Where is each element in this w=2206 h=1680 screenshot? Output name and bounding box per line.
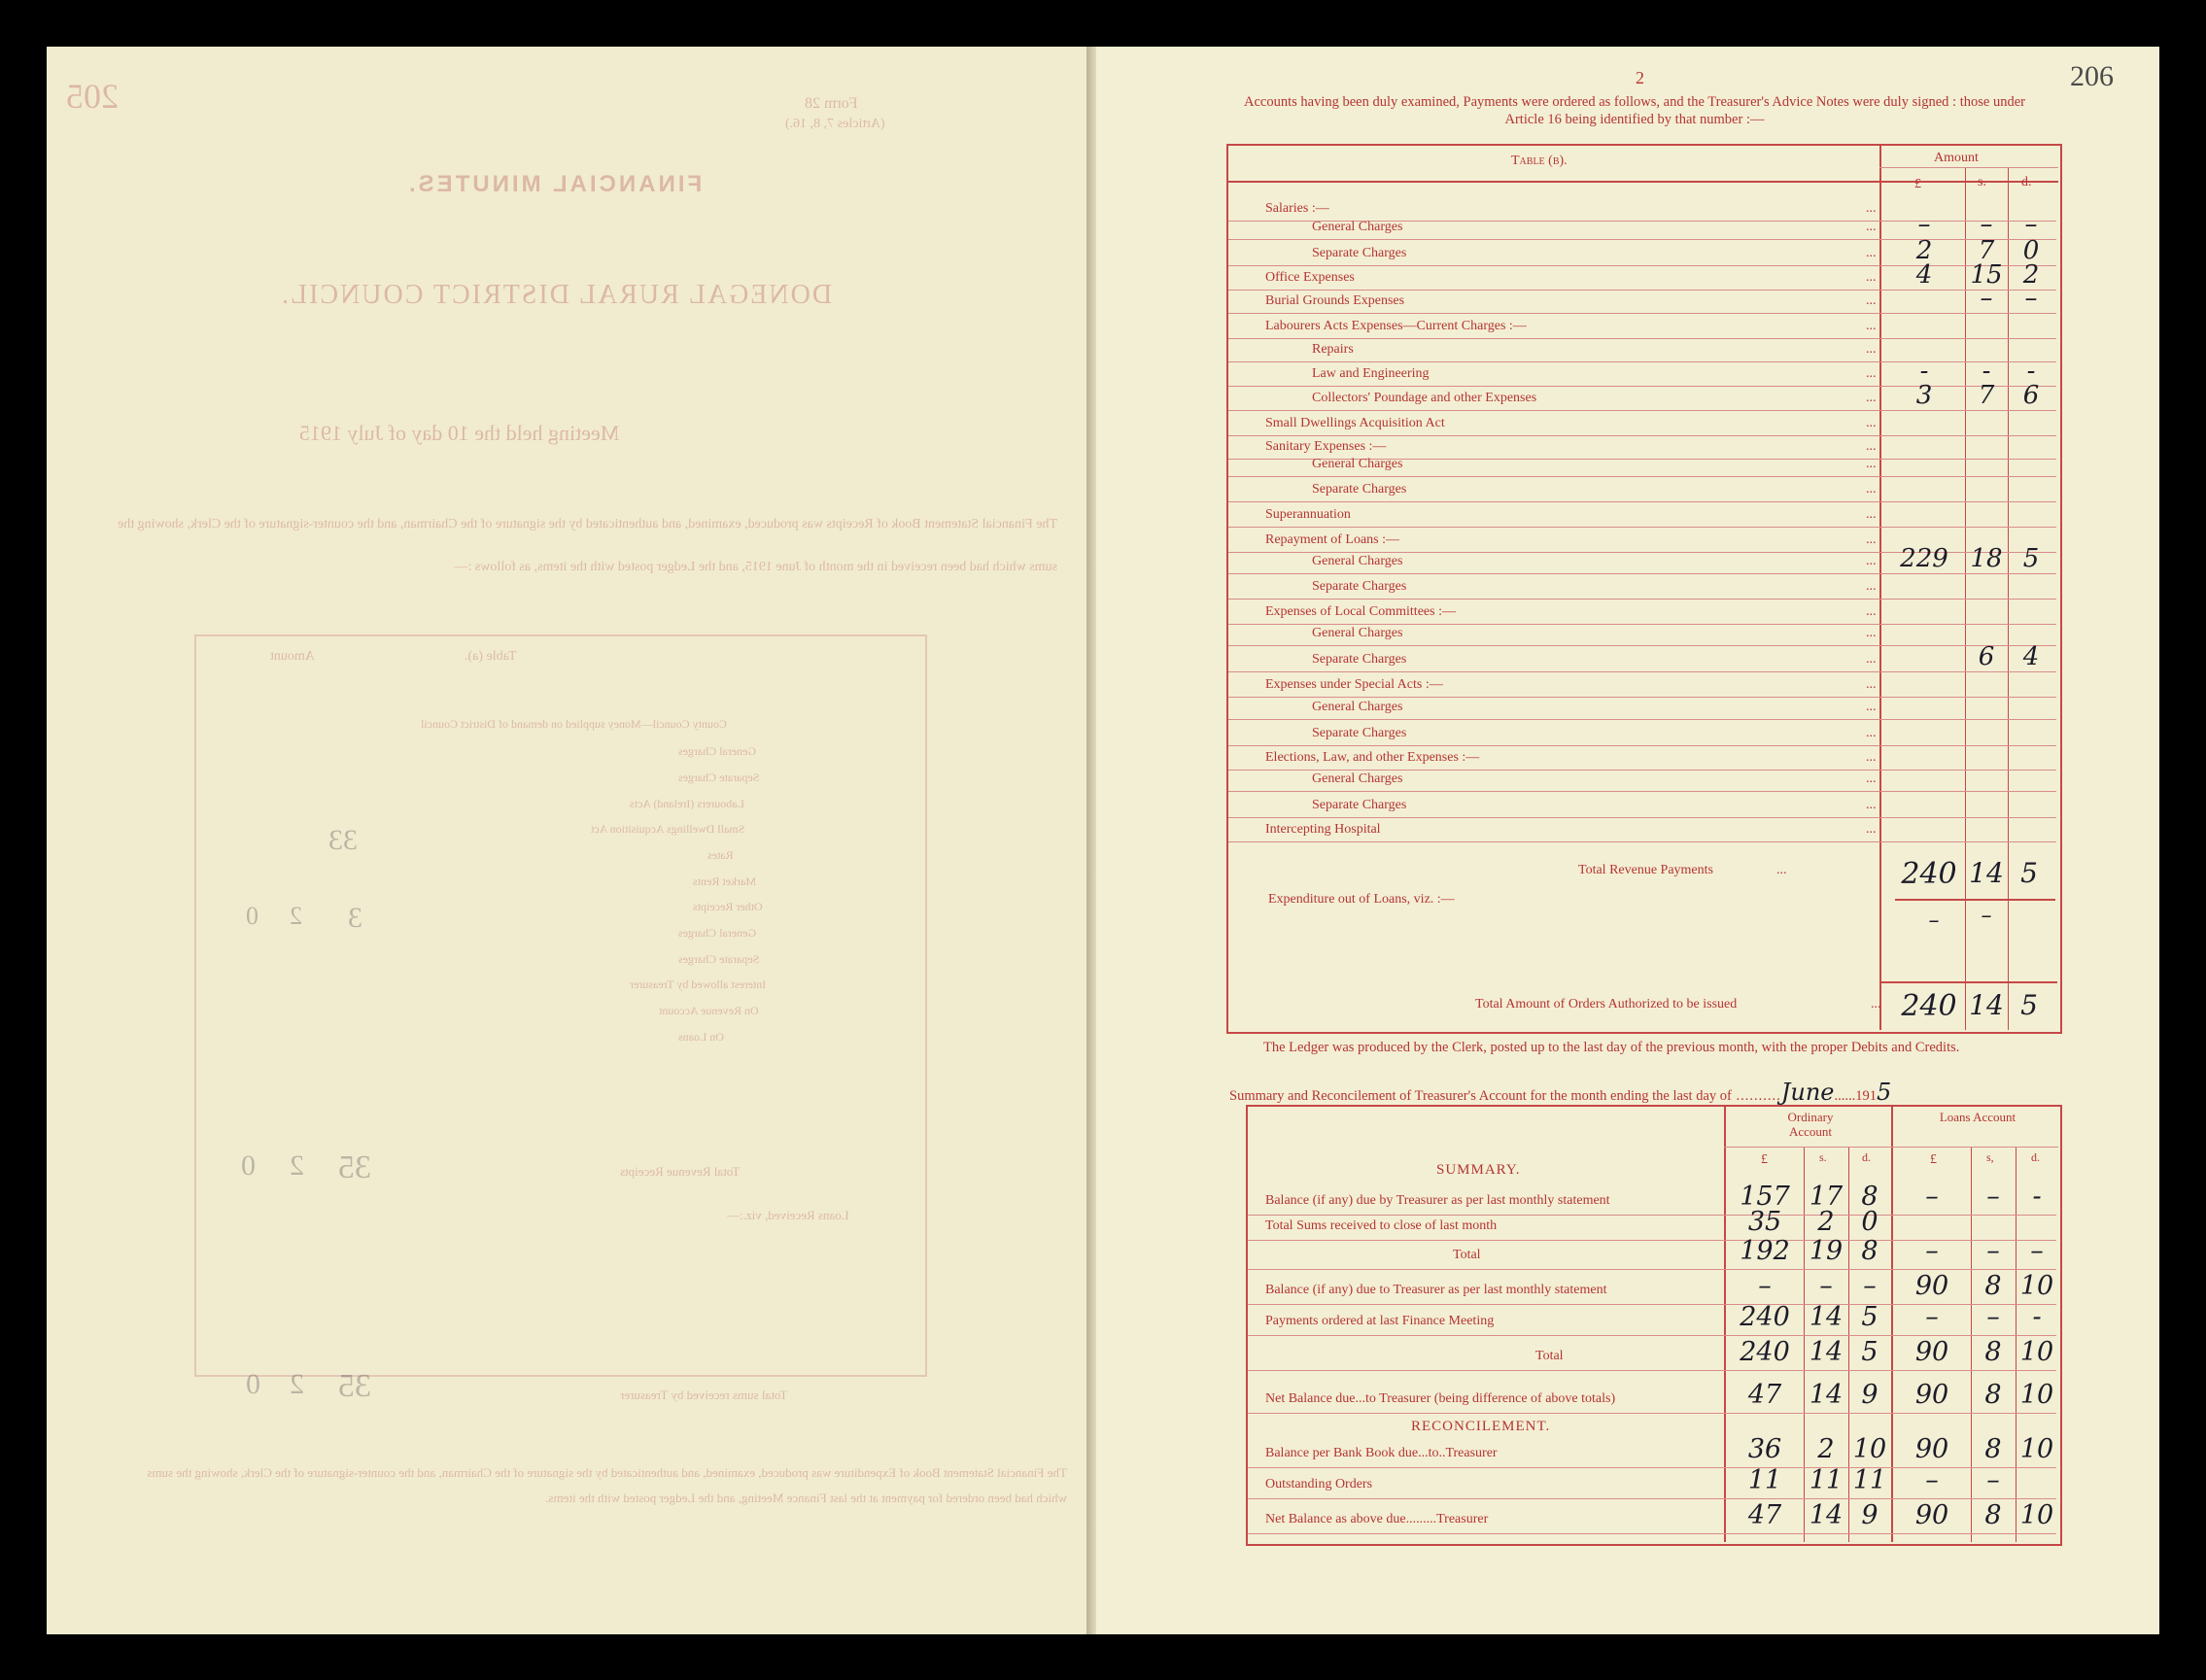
table-b-row-label: Separate Charges [1312, 798, 1407, 812]
summary-amount-ll: – [1925, 1302, 1939, 1332]
dots: ... [1866, 579, 1877, 594]
summary-row-label: Net Balance due...to Treasurer (being difference of above totals) [1265, 1391, 1616, 1406]
table-b-amount-s: – [1980, 210, 1993, 239]
ruling-line [1248, 1413, 2056, 1414]
summary-amount-ll: – [1925, 1236, 1939, 1266]
table-b-row-label: Salaries :— [1265, 201, 1329, 216]
table-b-row-label: Separate Charges [1312, 726, 1407, 740]
reconcilement-heading: RECONCILEMENT. [1411, 1419, 1551, 1434]
left-receipt-line: General Charges [678, 926, 757, 940]
summary-row-label: Total [1453, 1248, 1481, 1262]
table-b-amount-d: 5 [2022, 544, 2040, 573]
summary-amount-ls: 8 [1984, 1500, 2002, 1530]
table-b-row-label: Sanitary Expenses :— [1265, 439, 1387, 454]
table-b-row-label: Collectors' Poundage and other Expenses [1312, 391, 1537, 405]
summary-row-label: Balance (if any) due to Treasurer as per last monthly statement [1265, 1283, 1607, 1297]
dots: ... [1866, 626, 1877, 640]
summary-amount-ol: 240 [1740, 1337, 1790, 1367]
summary-amount-ld: 10 [2019, 1271, 2054, 1301]
summary-amount-ls: 8 [1984, 1434, 2002, 1464]
ruling-line [1228, 791, 2056, 792]
dots: ... [1866, 677, 1877, 692]
summary-amount-os: – [1819, 1271, 1833, 1301]
left-loans-label: Loans Received, viz.:— [727, 1208, 849, 1222]
total-orders-label: Total Amount of Orders Authorized to be issued [1475, 997, 1738, 1011]
table-b-amount-d: 6 [2022, 381, 2040, 410]
left-receipt-line: General Charges [678, 744, 757, 758]
table-b-amount-l: 4 [1915, 260, 1933, 290]
summary-amount-od: – [1863, 1271, 1877, 1301]
ruling-line [1228, 697, 2056, 698]
left-footer: The Financial Statement Book of Expenditure was produced, examined, and authenticated by the signature of the Chairman, and the counter-signature of the Clerk, showing the sums which had been ordered for payment at the last Finance Meeting, and the Ledger posted with the items. [147, 1465, 1067, 1505]
summary-amount-ld: 10 [2019, 1434, 2054, 1464]
left-receipt-line: Separate Charges [678, 771, 760, 784]
dots: ... [1866, 293, 1877, 308]
summary-amount-ls: – [1986, 1236, 2000, 1266]
total-revenue-shillings: 14 [1969, 857, 2004, 889]
left-hand-value: 3 [348, 902, 362, 934]
dots: ... [1866, 700, 1877, 714]
table-b-row-label: Law and Engineering [1312, 366, 1430, 381]
left-receipt-line: Other Receipts [693, 900, 763, 913]
left-receipt-line: On Revenue Account [659, 1004, 759, 1017]
table-b-row-label: Expenses of Local Committees :— [1265, 604, 1456, 619]
ruling-line [1228, 527, 2056, 528]
table-b-row-label: Expenses under Special Acts :— [1265, 677, 1443, 692]
left-form-ref: Form 28 [805, 95, 858, 112]
summary-subrule [1724, 1147, 2058, 1148]
table-b-row-label: Burial Grounds Expenses [1265, 293, 1405, 308]
ruling-line [1248, 1498, 2056, 1499]
total-orders-pounds: 240 [1901, 989, 1957, 1023]
dots: ... [1866, 220, 1877, 234]
table-b-row-label: Separate Charges [1312, 482, 1407, 497]
ruling-line [1228, 501, 2056, 502]
summary-amount-od: 5 [1861, 1302, 1879, 1332]
summary-amount-ld: - [2032, 1302, 2042, 1332]
summary-amount-ll: 90 [1914, 1380, 1949, 1410]
table-b-amount-d: 0 [2022, 236, 2040, 265]
dots: ... [1871, 997, 1881, 1011]
left-table-heading: Table (a). [465, 649, 517, 664]
table-b-amount-s: – [1980, 284, 1993, 313]
ruling-line [1228, 624, 2056, 625]
table-b-row-label: General Charges [1312, 554, 1403, 568]
dots: ... [1866, 507, 1877, 522]
left-total-treasurer: Total sums received by Treasurer [620, 1388, 788, 1402]
summary-row-label: Balance (if any) due by Treasurer as per last monthly statement [1265, 1193, 1610, 1208]
table-b-row-label: General Charges [1312, 771, 1403, 786]
table-b-amount-d: – [2024, 284, 2038, 313]
dots: ...... [1834, 1088, 1856, 1104]
summary-amount-os: 14 [1809, 1302, 1844, 1332]
dots: ... [1866, 201, 1877, 216]
summary-amount-ll: – [1925, 1465, 1939, 1495]
left-form-ref-2: (Articles 7, 8, 16.) [785, 117, 885, 131]
loans-heading: Loans Account [1939, 1110, 2016, 1124]
left-hand-value: 2 [290, 902, 302, 930]
table-b-row-label: Small Dwellings Acquisition Act [1265, 416, 1445, 430]
left-receipt-line: On Loans [678, 1030, 724, 1044]
table-b-amount-l: 3 [1915, 381, 1933, 410]
left-intro: The Financial Statement Book of Receipts was produced, examined, and authenticated by the signature of the Chairman, and the counter-signature of the Clerk, showing the sums which had been received in the month of June 1915, and the Ledger posted with the items, as follows :— [118, 517, 1057, 574]
ruling-line [1228, 770, 2056, 771]
amount-divider [1879, 144, 1881, 1030]
table-b-amount-l: 229 [1900, 544, 1948, 573]
summary-amount-ls: – [1986, 1182, 2000, 1212]
ruling-line [1248, 1269, 2056, 1270]
ruling-line [1248, 1215, 2056, 1216]
ruling-line [1228, 599, 2056, 600]
sheet-number: 2 [1636, 68, 1644, 87]
summary-amount-ol: 36 [1747, 1434, 1782, 1464]
left-page [47, 47, 1098, 1634]
ruling-line [1228, 476, 2056, 477]
summary-amount-ol: – [1758, 1271, 1772, 1301]
ruling-line [1248, 1335, 2056, 1336]
orders-rule [1880, 981, 2057, 983]
ruling-line [1228, 817, 2056, 818]
table-b-row-label: Separate Charges [1312, 579, 1407, 594]
table-b-amount-l: – [1917, 210, 1931, 239]
summary-amount-ol: 240 [1740, 1302, 1790, 1332]
table-b-row-label: General Charges [1312, 626, 1403, 640]
amount-heading: Amount [1934, 151, 1979, 165]
summary-amount-ls: – [1986, 1302, 2000, 1332]
table-b-row-label: Separate Charges [1312, 652, 1407, 667]
left-receipt-line: Interest allowed by Treasurer [630, 977, 767, 991]
left-hand-value: 35 [338, 1149, 371, 1185]
left-receipt-line: Small Dwellings Acquisition Act [591, 822, 745, 836]
ord-col-pounds: £ [1761, 1152, 1768, 1167]
summary-amount-ol: 35 [1747, 1207, 1782, 1237]
table-b-row-label: General Charges [1312, 700, 1403, 714]
col-pence: d. [2021, 175, 2032, 189]
left-amount-heading: Amount [270, 649, 315, 664]
table-b-amount-l: 2 [1915, 236, 1933, 265]
left-receipt-line: County Council—Money supplied on demand of District Council [421, 717, 727, 731]
loan-col-pence: d. [2031, 1150, 2040, 1164]
ruling-line [1228, 719, 2056, 720]
ruling-line [1228, 410, 2056, 411]
table-b-heading: Table (b). [1511, 154, 1568, 168]
ordinary-heading: Ordinary Account [1787, 1110, 1834, 1139]
summary-row-label: Payments ordered at last Finance Meeting [1265, 1314, 1495, 1328]
dots: ... [1866, 342, 1877, 357]
expenditure-loans-shillings: – [1981, 904, 1992, 928]
summary-amount-od: 8 [1861, 1182, 1879, 1212]
dots: ... [1866, 771, 1877, 786]
table-b-amount-s: - [1982, 357, 1991, 386]
summary-amount-ls: 8 [1984, 1380, 2002, 1410]
table-b-row-label: Separate Charges [1312, 246, 1407, 260]
right-page-number: 206 [2070, 60, 2114, 92]
summary-amount-os: 17 [1809, 1182, 1844, 1212]
col-shillings: s. [1978, 175, 1986, 189]
summary-line-prefix: Summary and Reconcilement of Treasurer's Account for the month ending the last day of [1229, 1088, 1732, 1104]
amount-subrule [1879, 167, 2058, 168]
ruling-line [1228, 290, 2056, 291]
summary-year-printed: 191 [1855, 1088, 1877, 1104]
summary-amount-ll: 90 [1914, 1434, 1949, 1464]
dots: ... [1866, 416, 1877, 430]
table-b-row-label: Labourers Acts Expenses—Current Charges :— [1265, 319, 1527, 333]
summary-row-label: Net Balance as above due.........Treasurer [1265, 1512, 1489, 1526]
dots: ... [1866, 482, 1877, 497]
summary-amount-ll: 90 [1914, 1337, 1949, 1367]
summary-amount-od: 9 [1861, 1380, 1879, 1410]
loan-col-shillings: s, [1986, 1150, 1994, 1164]
left-meeting-line: Meeting held the 10 day of July 1915 [299, 421, 620, 445]
total-revenue-pence: 5 [2020, 857, 2038, 889]
table-b-row-label: Intercepting Hospital [1265, 822, 1381, 837]
dots: ... [1866, 457, 1877, 471]
summary-amount-os: 2 [1817, 1434, 1835, 1464]
summary-amount-os: 19 [1809, 1236, 1844, 1266]
summary-amount-os: 14 [1809, 1500, 1844, 1530]
table-b-row-label: General Charges [1312, 457, 1403, 471]
left-hand-value: 0 [246, 902, 259, 930]
loan-col-pounds: £ [1930, 1152, 1937, 1167]
summary-amount-ol: 157 [1740, 1182, 1790, 1212]
accounts-header-text: Accounts having been duly examined, Payments were ordered as follows, and the Treasurer's Advice Notes were duly signed : those under Article 16 being identified by that number :— [1244, 94, 2025, 128]
ord-col-pence: d. [1862, 1150, 1871, 1164]
dots: ... [1866, 246, 1877, 260]
summary-amount-os: 11 [1809, 1465, 1844, 1495]
dots: ... [1866, 532, 1877, 547]
dots: ... [1866, 391, 1877, 405]
summary-year-hand: 5 [1876, 1079, 1892, 1106]
left-receipts-table [194, 634, 927, 1377]
summary-amount-ld: 10 [2019, 1337, 2054, 1367]
dots: ... [1866, 554, 1877, 568]
summary-amount-ol: 11 [1747, 1465, 1782, 1495]
dots: ... [1866, 750, 1877, 765]
ruling-line [1228, 435, 2056, 436]
table-b-amount-s: 7 [1978, 236, 1995, 265]
table-b-amount-s: 7 [1978, 381, 1995, 410]
ruling-line [1228, 671, 2056, 672]
header-rule [1226, 181, 2058, 183]
dots: ... [1776, 863, 1787, 877]
summary-amount-ll: 90 [1914, 1271, 1949, 1301]
summary-amount-ol: 47 [1747, 1380, 1782, 1410]
summary-amount-ll: 90 [1914, 1500, 1949, 1530]
total-orders-pence: 5 [2020, 989, 2038, 1021]
summary-amount-od: 10 [1852, 1434, 1887, 1464]
table-b-row-label: General Charges [1312, 220, 1403, 234]
summary-row-label: Outstanding Orders [1265, 1477, 1373, 1491]
summary-amount-od: 9 [1861, 1500, 1879, 1530]
left-page-number: 205 [66, 77, 119, 116]
left-council: DONEGAL RURAL DISTRICT COUNCIL. [280, 280, 833, 310]
summary-amount-ld: 10 [2019, 1380, 2054, 1410]
dots: ... [1866, 319, 1877, 333]
summary-amount-ol: 47 [1747, 1500, 1782, 1530]
left-receipt-line: Rates [707, 848, 734, 862]
left-total-label: Total Revenue Receipts [620, 1164, 741, 1179]
dots: ... [1866, 798, 1877, 812]
summary-amount-od: 0 [1861, 1207, 1879, 1237]
ruling-line [1228, 313, 2056, 314]
summary-amount-ld: 10 [2019, 1500, 2054, 1530]
summary-amount-ld: - [2032, 1182, 2042, 1212]
ruling-line [1228, 745, 2056, 746]
summary-amount-os: 14 [1809, 1337, 1844, 1367]
table-b-row-label: Office Expenses [1265, 270, 1355, 285]
dots: ... [1866, 366, 1877, 381]
table-b-row-label: Elections, Law, and other Expenses :— [1265, 750, 1480, 765]
summary-line [1229, 1079, 1891, 1106]
table-b-amount-d: 2 [2022, 260, 2040, 290]
ruling-line [1228, 841, 2056, 842]
dots: ... [1866, 604, 1877, 619]
left-receipt-line: Market Rents [693, 874, 756, 888]
dots: .......... [1731, 1088, 1781, 1104]
summary-amount-ls: 8 [1984, 1271, 2002, 1301]
table-b-row-label: Superannuation [1265, 507, 1351, 522]
table-b-amount-l: - [1919, 357, 1929, 386]
summary-amount-od: 8 [1861, 1236, 1879, 1266]
summary-heading: SUMMARY. [1436, 1162, 1521, 1178]
total-orders-shillings: 14 [1969, 989, 2004, 1021]
dots: ... [1866, 439, 1877, 454]
ruling-line [1248, 1370, 2056, 1371]
summary-amount-os: 14 [1809, 1380, 1844, 1410]
dots: ... [1866, 726, 1877, 740]
summary-amount-ll: – [1925, 1182, 1939, 1212]
table-b-amount-d: 4 [2022, 642, 2040, 671]
ledger-text: The Ledger was produced by the Clerk, posted up to the last day of the previous month, with the proper Debits and Credits. [1263, 1040, 1960, 1055]
summary-amount-ol: 192 [1740, 1236, 1790, 1266]
summary-amount-ls: – [1986, 1465, 2000, 1495]
left-title: FINANCIAL MINUTES. [406, 171, 703, 197]
summary-row-label: Balance per Bank Book due...to..Treasurer [1265, 1446, 1498, 1460]
dots: ... [1866, 822, 1877, 837]
left-hand-value: 35 [338, 1368, 371, 1404]
ruling-line [1228, 573, 2056, 574]
table-b-amount-d: - [2026, 357, 2036, 386]
left-hand-value: 2 [290, 1368, 304, 1400]
ruling-line [1228, 338, 2056, 339]
table-b-amount-s: 18 [1970, 544, 2003, 573]
summary-month: June [1780, 1079, 1835, 1106]
total-revenue-rule [1895, 899, 2055, 901]
left-hand-value: 0 [246, 1368, 260, 1400]
total-revenue-label: Total Revenue Payments [1578, 863, 1713, 877]
table-b-row-label: Repairs [1312, 342, 1354, 357]
left-hand-value: 33 [328, 824, 358, 856]
summary-row-label: Total [1535, 1349, 1564, 1363]
left-hand-value: 2 [290, 1149, 304, 1182]
table-b-amount-s: 15 [1970, 260, 2003, 290]
left-receipt-line: Labourers (Ireland) Acts [630, 797, 744, 810]
expenditure-loans-label: Expenditure out of Loans, viz. :— [1268, 892, 1455, 907]
col-pounds: £ [1914, 177, 1921, 191]
summary-amount-os: 2 [1817, 1207, 1835, 1237]
total-revenue-pounds: 240 [1901, 857, 1957, 891]
table-b-row-label: Repayment of Loans :— [1265, 532, 1400, 547]
table-b-amount-d: – [2024, 210, 2038, 239]
expenditure-loans-pounds: – [1928, 909, 1940, 933]
summary-row-label: Total Sums received to close of last month [1265, 1218, 1498, 1233]
left-hand-value: 0 [241, 1149, 256, 1182]
left-receipt-line: Separate Charges [678, 952, 760, 966]
summary-amount-od: 11 [1852, 1465, 1887, 1495]
table-b-amount-s: 6 [1978, 642, 1995, 671]
dots: ... [1866, 652, 1877, 667]
summary-amount-ld: – [2030, 1236, 2044, 1266]
ruling-line [1228, 645, 2056, 646]
summary-amount-ls: 8 [1984, 1337, 2002, 1367]
ruling-line [1248, 1533, 2056, 1534]
summary-amount-od: 5 [1861, 1337, 1879, 1367]
dots: ... [1866, 270, 1877, 285]
ord-col-shillings: s. [1819, 1150, 1827, 1164]
